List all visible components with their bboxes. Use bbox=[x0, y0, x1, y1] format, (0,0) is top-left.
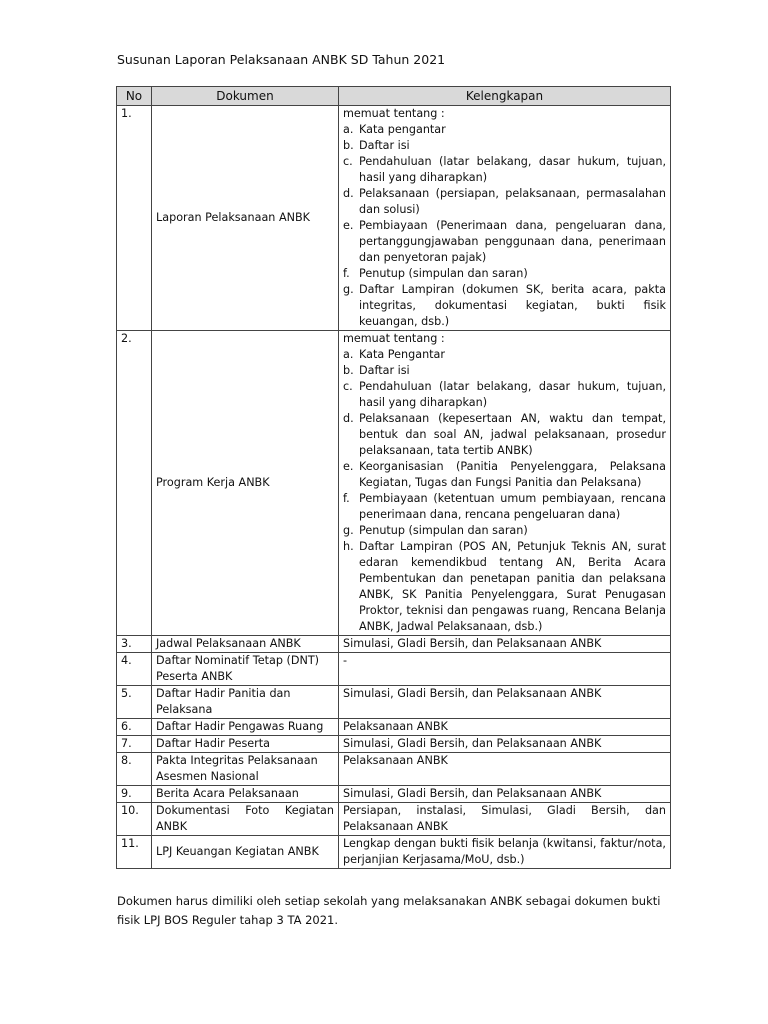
list-marker: h. bbox=[343, 540, 354, 553]
list-item bbox=[343, 347, 666, 363]
list-text: Kata pengantar bbox=[359, 123, 446, 136]
list-item bbox=[343, 122, 666, 138]
row-kelengkapan: Simulasi, Gladi Bersih, dan Pelaksanaan ANBK bbox=[339, 736, 671, 753]
row-number: 11. bbox=[117, 836, 152, 869]
table-row bbox=[117, 636, 671, 653]
row-number: 7. bbox=[117, 736, 152, 753]
row-kelengkapan: Simulasi, Gladi Bersih, dan Pelaksanaan ANBK bbox=[339, 636, 671, 653]
row-number: 2. bbox=[117, 331, 152, 636]
list-marker: a. bbox=[343, 348, 354, 361]
header-dokumen: Dokumen bbox=[152, 87, 339, 106]
list-text: Pelaksanaan (persiapan, pelaksanaan, permasalahan dan solusi) bbox=[359, 187, 666, 216]
row-kelengkapan: Pelaksanaan ANBK bbox=[339, 753, 671, 786]
list-item bbox=[343, 491, 666, 523]
list-marker: f. bbox=[343, 267, 350, 280]
kelengkapan-intro: memuat tentang : bbox=[343, 107, 445, 120]
list-text: Pendahuluan (latar belakang, dasar hukum, tujuan, hasil yang diharapkan) bbox=[359, 155, 666, 184]
page-title: Susunan Laporan Pelaksanaan ANBK SD Tahun 2021 bbox=[117, 52, 446, 67]
list-item bbox=[343, 523, 666, 539]
table-header-row bbox=[117, 87, 671, 106]
list-text: Daftar Lampiran (POS AN, Petunjuk Teknis AN, surat edaran kemendikbud tentang AN, Berita Acara Pembentukan dan penetapan panitia dan pelaksana ANBK, SK Panitia Penyelenggara, Surat Penugasan Proktor, teknisi dan pengawas ruang, Rencana Belanja ANBK, Jadwal Pelaksanaan, dsb.) bbox=[359, 540, 666, 633]
row-dokumen: Dokumentasi Foto Kegiatan ANBK bbox=[152, 803, 339, 836]
table-row bbox=[117, 653, 671, 686]
row-number: 9. bbox=[117, 786, 152, 803]
row-dokumen: Program Kerja ANBK bbox=[152, 331, 339, 636]
row-number: 3. bbox=[117, 636, 152, 653]
list-item bbox=[343, 186, 666, 218]
kelengkapan-list bbox=[343, 122, 666, 330]
row-number: 10. bbox=[117, 803, 152, 836]
table-row bbox=[117, 836, 671, 869]
kelengkapan-list bbox=[343, 347, 666, 635]
table-row bbox=[117, 786, 671, 803]
list-marker: g. bbox=[343, 283, 354, 296]
row-dokumen: Daftar Hadir Pengawas Ruang bbox=[152, 719, 339, 736]
header-kelengkapan: Kelengkapan bbox=[339, 87, 671, 106]
row-dokumen: Jadwal Pelaksanaan ANBK bbox=[152, 636, 339, 653]
row-dokumen: Daftar Hadir Panitia dan Pelaksana bbox=[152, 686, 339, 719]
row-number: 6. bbox=[117, 719, 152, 736]
list-text: Pembiayaan (Penerimaan dana, pengeluaran dana, pertanggungjawaban penggunaan dana, penerimaan dan penyetoran pajak) bbox=[359, 219, 666, 264]
list-text: Daftar Lampiran (dokumen SK, berita acara, pakta integritas, dokumentasi kegiatan, bukti fisik keuangan, dsb.) bbox=[359, 283, 666, 328]
row-number: 8. bbox=[117, 753, 152, 786]
list-text: Pembiayaan (ketentuan umum pembiayaan, rencana penerimaan dana, rencana pengeluaran dana) bbox=[359, 492, 666, 521]
list-marker: e. bbox=[343, 219, 354, 232]
list-item bbox=[343, 218, 666, 266]
list-marker: b. bbox=[343, 139, 354, 152]
list-marker: b. bbox=[343, 364, 354, 377]
table-row bbox=[117, 753, 671, 786]
list-text: Penutup (simpulan dan saran) bbox=[359, 524, 528, 537]
table-row bbox=[117, 106, 671, 331]
row-dokumen: Berita Acara Pelaksanaan bbox=[152, 786, 339, 803]
kelengkapan-intro: memuat tentang : bbox=[343, 332, 445, 345]
row-kelengkapan: - bbox=[339, 653, 671, 686]
row-kelengkapan: Simulasi, Gladi Bersih, dan Pelaksanaan ANBK bbox=[339, 686, 671, 719]
list-item bbox=[343, 411, 666, 459]
list-marker: a. bbox=[343, 123, 354, 136]
table-row bbox=[117, 736, 671, 753]
list-item bbox=[343, 539, 666, 635]
list-marker: g. bbox=[343, 524, 354, 537]
list-text: Pendahuluan (latar belakang, dasar hukum, tujuan, hasil yang diharapkan) bbox=[359, 380, 666, 409]
table-row bbox=[117, 803, 671, 836]
row-kelengkapan: Simulasi, Gladi Bersih, dan Pelaksanaan ANBK bbox=[339, 786, 671, 803]
row-dokumen: Pakta Integritas Pelaksanaan Asesmen Nasional bbox=[152, 753, 339, 786]
row-dokumen: Laporan Pelaksanaan ANBK bbox=[152, 106, 339, 331]
list-text: Pelaksanaan (kepesertaan AN, waktu dan tempat, bentuk dan soal AN, jadwal pelaksanaan, prosedur pelaksanaan, tata tertib ANBK) bbox=[359, 412, 666, 457]
list-marker: c. bbox=[343, 155, 353, 168]
list-marker: e. bbox=[343, 460, 354, 473]
list-marker: f. bbox=[343, 492, 350, 505]
list-marker: d. bbox=[343, 187, 354, 200]
list-text: Daftar isi bbox=[359, 139, 410, 152]
list-item bbox=[343, 459, 666, 491]
list-item bbox=[343, 154, 666, 186]
table-row bbox=[117, 686, 671, 719]
list-marker: c. bbox=[343, 380, 353, 393]
row-kelengkapan: Pelaksanaan ANBK bbox=[339, 719, 671, 736]
row-dokumen: Daftar Hadir Peserta bbox=[152, 736, 339, 753]
list-item bbox=[343, 363, 666, 379]
row-number: 1. bbox=[117, 106, 152, 331]
list-item bbox=[343, 266, 666, 282]
list-text: Daftar isi bbox=[359, 364, 410, 377]
document-table bbox=[116, 86, 671, 869]
row-number: 4. bbox=[117, 653, 152, 686]
list-text: Keorganisasian (Panitia Penyelenggara, Pelaksana Kegiatan, Tugas dan Fungsi Panitia dan Pelaksana) bbox=[359, 460, 666, 489]
row-kelengkapan: Persiapan, instalasi, Simulasi, Gladi Bersih, dan Pelaksanaan ANBK bbox=[339, 803, 671, 836]
row-kelengkapan bbox=[339, 331, 671, 636]
footer-note: Dokumen harus dimiliki oleh setiap sekolah yang melaksanakan ANBK sebagai dokumen bukti fisik LPJ BOS Reguler tahap 3 TA 2021. bbox=[117, 894, 661, 927]
list-item bbox=[343, 282, 666, 330]
header-no: No bbox=[117, 87, 152, 106]
list-text: Kata Pengantar bbox=[359, 348, 446, 361]
row-kelengkapan bbox=[339, 106, 671, 331]
row-number: 5. bbox=[117, 686, 152, 719]
row-kelengkapan: Lengkap dengan bukti fisik belanja (kwitansi, faktur/nota, perjanjian Kerjasama/MoU, dsb.) bbox=[339, 836, 671, 869]
list-text: Penutup (simpulan dan saran) bbox=[359, 267, 528, 280]
list-marker: d. bbox=[343, 412, 354, 425]
list-item bbox=[343, 379, 666, 411]
table-row bbox=[117, 719, 671, 736]
table-row bbox=[117, 331, 671, 636]
row-dokumen: LPJ Keuangan Kegiatan ANBK bbox=[152, 836, 339, 869]
list-item bbox=[343, 138, 666, 154]
row-dokumen: Daftar Nominatif Tetap (DNT) Peserta ANBK bbox=[152, 653, 339, 686]
